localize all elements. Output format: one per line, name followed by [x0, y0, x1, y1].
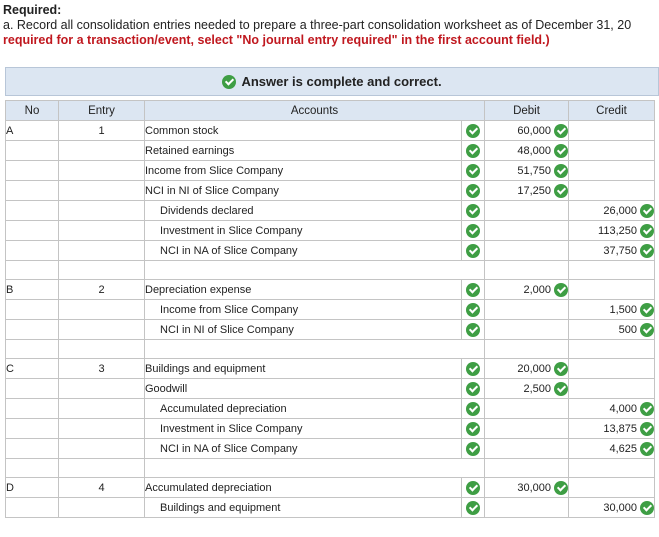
credit-value: 1,500	[609, 303, 637, 316]
check-circle-icon	[466, 124, 480, 138]
debit-field[interactable]	[485, 379, 569, 399]
check-circle-icon	[466, 402, 480, 416]
debit-field[interactable]	[485, 419, 569, 439]
row-no	[6, 300, 59, 320]
account-field[interactable]	[145, 498, 462, 518]
row-no	[6, 141, 59, 161]
empty-cell	[485, 340, 569, 359]
account-field[interactable]	[145, 241, 462, 261]
debit-value: 2,000	[523, 283, 551, 296]
row-no	[6, 399, 59, 419]
check-circle-icon	[466, 283, 480, 297]
row-entry	[59, 181, 145, 201]
account-field[interactable]	[145, 300, 462, 320]
account-status	[462, 478, 485, 498]
account-status	[462, 399, 485, 419]
empty-cell	[6, 261, 59, 280]
account-field[interactable]	[145, 379, 462, 399]
debit-field[interactable]	[485, 439, 569, 459]
account-name: NCI in NI of Slice Company	[160, 323, 294, 336]
answer-banner	[5, 67, 659, 96]
account-field[interactable]	[145, 359, 462, 379]
check-circle-icon	[554, 144, 568, 158]
check-circle-icon	[466, 382, 480, 396]
credit-field[interactable]	[569, 399, 655, 419]
row-no	[6, 419, 59, 439]
instructions	[3, 3, 659, 48]
row-no	[6, 221, 59, 241]
check-circle-icon	[640, 244, 654, 258]
credit-field[interactable]	[569, 181, 655, 201]
account-status	[462, 181, 485, 201]
credit-field[interactable]	[569, 201, 655, 221]
debit-field[interactable]	[485, 280, 569, 300]
empty-cell	[145, 340, 485, 359]
row-no	[6, 161, 59, 181]
empty-cell	[485, 261, 569, 280]
debit-value: 48,000	[517, 144, 551, 157]
debit-value: 51,750	[517, 164, 551, 177]
table-row	[6, 478, 655, 498]
account-field[interactable]	[145, 221, 462, 241]
account-name: Goodwill	[145, 382, 188, 395]
check-circle-icon	[466, 501, 480, 515]
account-status	[462, 359, 485, 379]
check-circle-icon	[554, 283, 568, 297]
column-header-debit: Debit	[485, 101, 569, 121]
empty-cell	[569, 459, 655, 478]
empty-cell	[6, 459, 59, 478]
account-name: Buildings and equipment	[145, 362, 266, 375]
row-no: C	[6, 359, 59, 379]
check-circle-icon	[466, 204, 480, 218]
account-name: Income from Slice Company	[160, 303, 299, 316]
consolidation-worksheet	[5, 100, 655, 518]
table-row	[6, 280, 655, 300]
check-circle-icon	[640, 501, 654, 515]
debit-field[interactable]	[485, 478, 569, 498]
account-status	[462, 221, 485, 241]
empty-cell	[59, 459, 145, 478]
account-status	[462, 300, 485, 320]
account-status	[462, 280, 485, 300]
instruction-line-2: required for a transaction/event, select "No journal entry required" in the first account field.)	[3, 33, 550, 47]
account-field[interactable]	[145, 141, 462, 161]
check-circle-icon	[466, 422, 480, 436]
credit-value: 26,000	[603, 204, 637, 217]
row-entry	[59, 320, 145, 340]
empty-cell	[145, 261, 485, 280]
empty-cell	[569, 340, 655, 359]
debit-field[interactable]	[485, 241, 569, 261]
account-name: Retained earnings	[145, 144, 235, 157]
row-no: B	[6, 280, 59, 300]
check-circle-icon	[554, 382, 568, 396]
check-circle-icon	[554, 124, 568, 138]
debit-value: 60,000	[517, 124, 551, 137]
check-circle-icon	[466, 224, 480, 238]
debit-field[interactable]	[485, 121, 569, 141]
account-status	[462, 320, 485, 340]
check-circle-icon	[466, 303, 480, 317]
credit-value: 4,000	[609, 402, 637, 415]
account-status	[462, 419, 485, 439]
table-row	[6, 201, 655, 221]
empty-cell	[6, 340, 59, 359]
account-status	[462, 201, 485, 221]
account-field[interactable]	[145, 280, 462, 300]
credit-field[interactable]	[569, 161, 655, 181]
account-name: Investment in Slice Company	[160, 422, 303, 435]
credit-value: 4,625	[609, 442, 637, 455]
account-name: NCI in NA of Slice Company	[160, 244, 298, 257]
check-circle-icon	[466, 244, 480, 258]
account-field[interactable]	[145, 399, 462, 419]
row-no	[6, 201, 59, 221]
check-circle-icon	[640, 402, 654, 416]
check-circle-icon	[222, 75, 236, 89]
credit-field[interactable]	[569, 320, 655, 340]
account-status	[462, 161, 485, 181]
account-name: Common stock	[145, 124, 219, 137]
row-entry	[59, 201, 145, 221]
credit-field[interactable]	[569, 478, 655, 498]
credit-field[interactable]	[569, 121, 655, 141]
credit-field[interactable]	[569, 300, 655, 320]
table-row	[6, 379, 655, 399]
check-circle-icon	[466, 481, 480, 495]
check-circle-icon	[640, 422, 654, 436]
table-header-row	[6, 101, 655, 121]
credit-field[interactable]	[569, 379, 655, 399]
check-circle-icon	[554, 164, 568, 178]
check-circle-icon	[554, 184, 568, 198]
credit-value: 30,000	[603, 501, 637, 514]
table-row	[6, 121, 655, 141]
account-name: Buildings and equipment	[160, 501, 281, 514]
empty-cell	[59, 261, 145, 280]
credit-field[interactable]	[569, 141, 655, 161]
column-header-no: No	[6, 101, 59, 121]
credit-field[interactable]	[569, 439, 655, 459]
check-circle-icon	[466, 164, 480, 178]
check-circle-icon	[554, 481, 568, 495]
debit-value: 20,000	[517, 362, 551, 375]
spacer-row	[6, 340, 655, 359]
credit-value: 37,750	[603, 244, 637, 257]
table-row	[6, 359, 655, 379]
check-circle-icon	[466, 362, 480, 376]
account-status	[462, 241, 485, 261]
row-no	[6, 379, 59, 399]
check-circle-icon	[466, 144, 480, 158]
check-circle-icon	[466, 184, 480, 198]
column-header-entry: Entry	[59, 101, 145, 121]
check-circle-icon	[640, 224, 654, 238]
account-name: Investment in Slice Company	[160, 224, 303, 237]
empty-cell	[59, 340, 145, 359]
row-no	[6, 439, 59, 459]
account-name: Accumulated depreciation	[145, 481, 272, 494]
account-field[interactable]	[145, 181, 462, 201]
table-row	[6, 241, 655, 261]
row-no: A	[6, 121, 59, 141]
row-entry	[59, 161, 145, 181]
check-circle-icon	[640, 204, 654, 218]
account-field[interactable]	[145, 478, 462, 498]
account-name: Income from Slice Company	[145, 164, 284, 177]
row-entry	[59, 498, 145, 518]
table-row	[6, 320, 655, 340]
credit-value: 13,875	[603, 422, 637, 435]
account-name: Dividends declared	[160, 204, 254, 217]
row-no	[6, 181, 59, 201]
account-field[interactable]	[145, 161, 462, 181]
row-entry	[59, 241, 145, 261]
row-entry: 2	[59, 280, 145, 300]
row-entry	[59, 379, 145, 399]
check-circle-icon	[466, 442, 480, 456]
account-name: NCI in NI of Slice Company	[145, 184, 279, 197]
table-row	[6, 399, 655, 419]
column-header-credit: Credit	[569, 101, 655, 121]
credit-value: 500	[618, 323, 637, 336]
row-entry: 1	[59, 121, 145, 141]
column-header-accounts: Accounts	[145, 101, 485, 121]
account-status	[462, 121, 485, 141]
empty-cell	[485, 459, 569, 478]
credit-value: 113,250	[598, 224, 637, 237]
debit-field[interactable]	[485, 300, 569, 320]
account-field[interactable]	[145, 320, 462, 340]
check-circle-icon	[640, 442, 654, 456]
credit-field[interactable]	[569, 241, 655, 261]
row-entry	[59, 399, 145, 419]
row-entry	[59, 221, 145, 241]
empty-cell	[569, 261, 655, 280]
row-entry	[59, 300, 145, 320]
row-no	[6, 498, 59, 518]
table-row	[6, 161, 655, 181]
debit-value: 2,500	[523, 382, 551, 395]
debit-field[interactable]	[485, 181, 569, 201]
account-status	[462, 498, 485, 518]
row-entry	[59, 439, 145, 459]
table-row	[6, 498, 655, 518]
debit-value: 17,250	[517, 184, 551, 197]
row-entry: 3	[59, 359, 145, 379]
debit-field[interactable]	[485, 221, 569, 241]
account-status	[462, 379, 485, 399]
required-label: Required:	[3, 3, 62, 17]
account-status	[462, 141, 485, 161]
debit-field[interactable]	[485, 399, 569, 419]
table-row	[6, 419, 655, 439]
account-field[interactable]	[145, 439, 462, 459]
account-name: Accumulated depreciation	[160, 402, 287, 415]
table-row	[6, 221, 655, 241]
check-circle-icon	[466, 323, 480, 337]
row-entry	[59, 419, 145, 439]
row-no	[6, 320, 59, 340]
spacer-row	[6, 459, 655, 478]
debit-field[interactable]	[485, 498, 569, 518]
debit-field[interactable]	[485, 201, 569, 221]
table-row	[6, 439, 655, 459]
account-name: NCI in NA of Slice Company	[160, 442, 298, 455]
credit-field[interactable]	[569, 359, 655, 379]
account-field[interactable]	[145, 121, 462, 141]
credit-field[interactable]	[569, 221, 655, 241]
debit-value: 30,000	[517, 481, 551, 494]
check-circle-icon	[554, 362, 568, 376]
table-row	[6, 300, 655, 320]
account-field[interactable]	[145, 419, 462, 439]
account-status	[462, 439, 485, 459]
empty-cell	[145, 459, 485, 478]
credit-field[interactable]	[569, 280, 655, 300]
account-name: Depreciation expense	[145, 283, 252, 296]
row-entry	[59, 141, 145, 161]
instruction-line-1: a. Record all consolidation entries needed to prepare a three-part consolidation worksheet as of December 31, 20	[3, 18, 632, 32]
table-row	[6, 181, 655, 201]
check-circle-icon	[640, 303, 654, 317]
check-circle-icon	[640, 323, 654, 337]
debit-field[interactable]	[485, 141, 569, 161]
debit-field[interactable]	[485, 320, 569, 340]
debit-field[interactable]	[485, 161, 569, 181]
debit-field[interactable]	[485, 359, 569, 379]
spacer-row	[6, 261, 655, 280]
credit-field[interactable]	[569, 419, 655, 439]
credit-field[interactable]	[569, 498, 655, 518]
answer-status-text: Answer is complete and correct.	[241, 74, 442, 89]
row-no	[6, 241, 59, 261]
account-field[interactable]	[145, 201, 462, 221]
row-entry: 4	[59, 478, 145, 498]
table-row	[6, 141, 655, 161]
row-no: D	[6, 478, 59, 498]
